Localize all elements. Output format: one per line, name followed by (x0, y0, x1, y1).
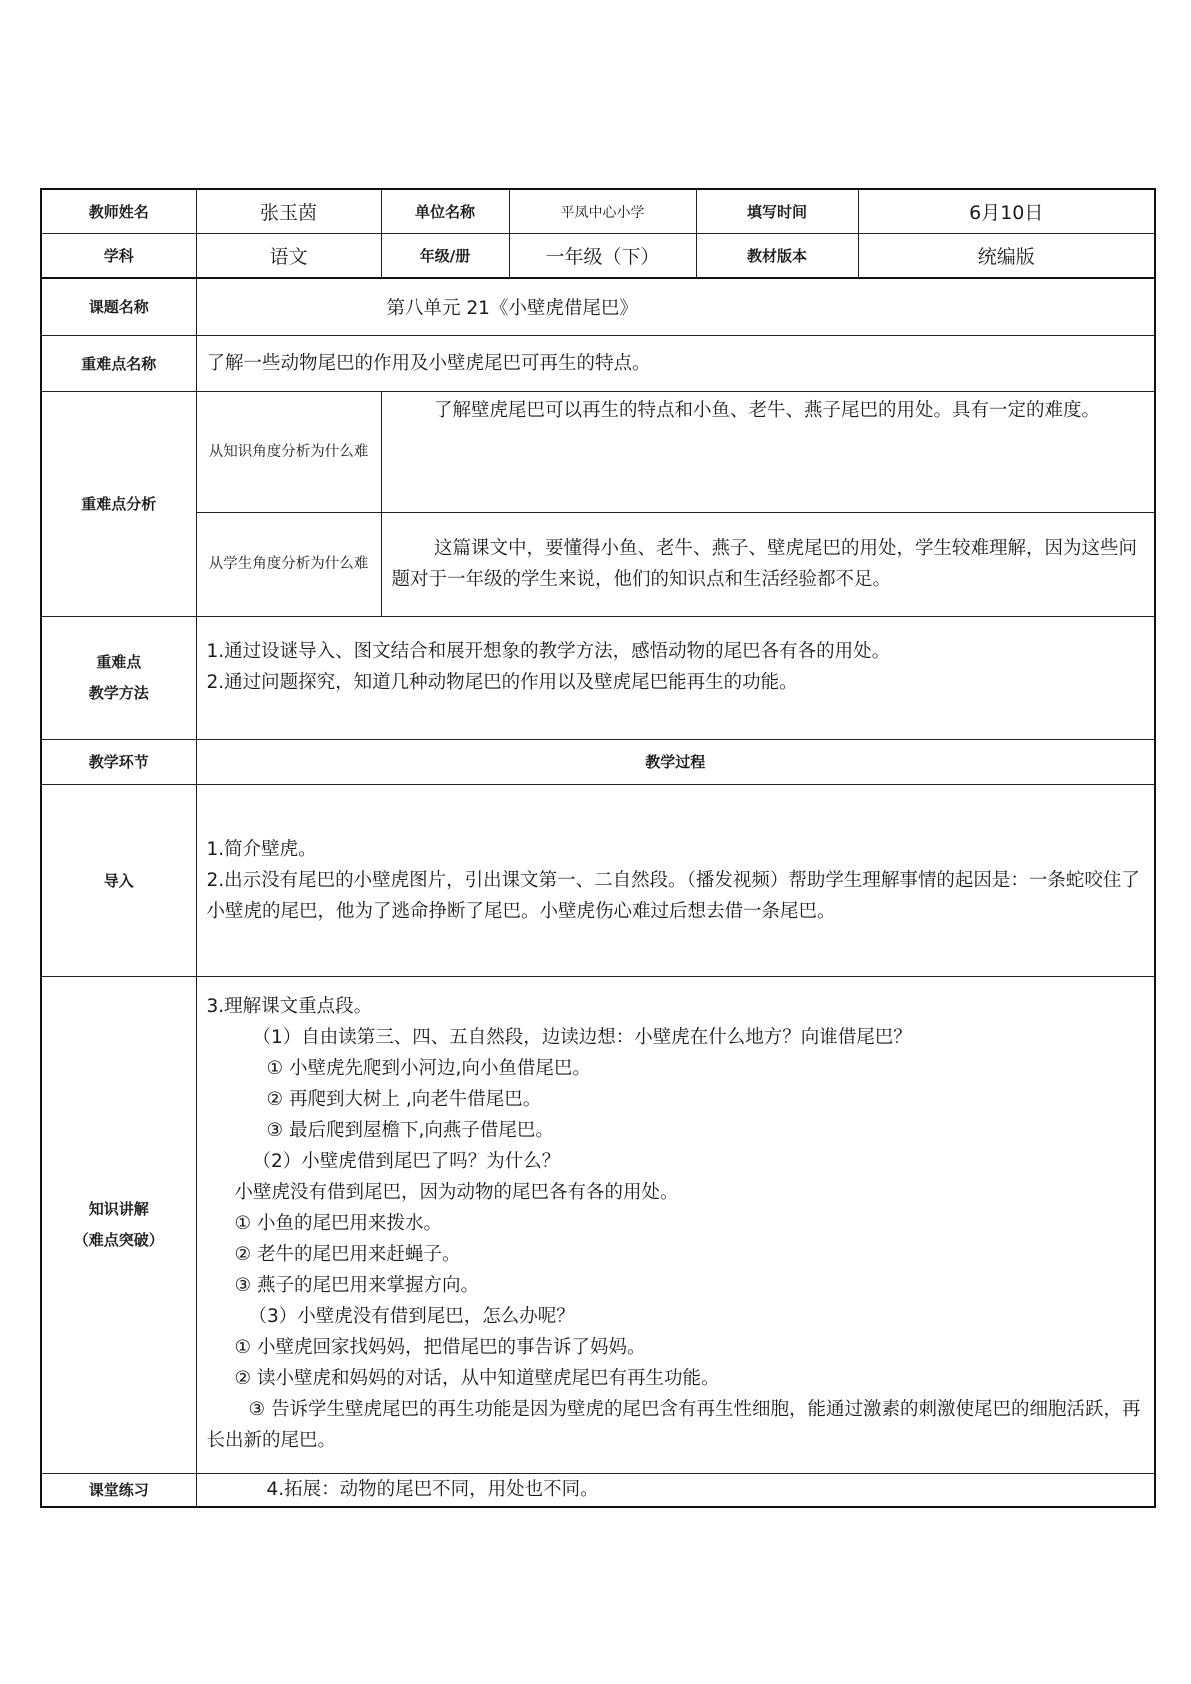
knowledge-line: ③ 告诉学生壁虎尾巴的再生功能是因为壁虎的尾巴含有再生性细胞，能通过激素的刺激使尾巴的细胞活跃，再长出新的尾巴。 (206, 1398, 1141, 1451)
knowledge-line: ② 再爬到大树上 ,向老牛借尾巴。 (266, 1088, 542, 1110)
topic-value: 第八单元 21《小壁虎借尾巴》 (196, 278, 1155, 335)
unit-value: 平凤中心小学 (509, 189, 696, 234)
analysis-row-student (41, 512, 1155, 616)
lesson-plan-table (40, 188, 1156, 1508)
analysis-label: 重难点分析 (41, 391, 196, 616)
edition-label: 教材版本 (696, 234, 858, 279)
knowledge-line: ② 老牛的尾巴用来赶蝇子。 (234, 1243, 461, 1265)
knowledge-value (196, 976, 1155, 1473)
knowledge-label (41, 976, 196, 1473)
practice-label: 课堂练习 (41, 1473, 196, 1507)
knowledge-line: （1）自由读第三、四、五自然段，边读边想：小壁虎在什么地方？向谁借尾巴？ (252, 1026, 912, 1048)
method-line: 2.通过问题探究，知道几种动物尾巴的作用以及壁虎尾巴能再生的功能。 (206, 671, 798, 693)
knowledge-line: （3）小壁虎没有借到尾巴，怎么办呢？ (248, 1305, 575, 1327)
knowledge-label-line-2: （难点突破） (73, 1230, 164, 1249)
knowledge-line: 3.理解课文重点段。 (206, 995, 373, 1017)
unit-label: 单位名称 (381, 189, 509, 234)
intro-row (41, 784, 1155, 976)
method-row (41, 616, 1155, 739)
method-label (41, 616, 196, 739)
topic-row (41, 278, 1155, 335)
header-row-1 (41, 189, 1155, 234)
date-value: 6月10日 (858, 189, 1155, 234)
keypoint-label: 重难点名称 (41, 335, 196, 391)
intro-value (196, 784, 1155, 976)
method-value (196, 616, 1155, 739)
topic-label: 课题名称 (41, 278, 196, 335)
analysis-row-knowledge (41, 391, 1155, 512)
method-line: 1.通过设谜导入、图文结合和展开想象的教学方法，感悟动物的尾巴各有各的用处。 (206, 640, 891, 662)
knowledge-angle-value: 了解壁虎尾巴可以再生的特点和小鱼、老牛、燕子尾巴的用处。具有一定的难度。 (381, 391, 1155, 512)
knowledge-line: ③ 燕子的尾巴用来掌握方向。 (234, 1274, 479, 1296)
student-angle-label: 从学生角度分析为什么难 (196, 512, 381, 616)
process-header-row (41, 739, 1155, 784)
knowledge-angle-label: 从知识角度分析为什么难 (196, 391, 381, 512)
student-angle-value: 这篇课文中，要懂得小鱼、老牛、燕子、壁虎尾巴的用处，学生较难理解，因为这些问题对于一年级的学生来说，他们的知识点和生活经验都不足。 (381, 512, 1155, 616)
knowledge-line: ② 读小壁虎和妈妈的对话，从中知道壁虎尾巴有再生功能。 (234, 1367, 720, 1389)
method-label-line-2: 教学方法 (88, 683, 149, 702)
subject-value: 语文 (196, 234, 381, 279)
keypoint-value: 了解一些动物尾巴的作用及小壁虎尾巴可再生的特点。 (196, 335, 1155, 391)
keypoint-row (41, 335, 1155, 391)
intro-line: 1.简介壁虎。 (206, 838, 317, 860)
knowledge-row (41, 976, 1155, 1473)
knowledge-line: ① 小鱼的尾巴用来拨水。 (234, 1212, 442, 1234)
grade-label: 年级/册 (381, 234, 509, 279)
knowledge-line: 小壁虎没有借到尾巴，因为动物的尾巴各有各的用处。 (234, 1181, 679, 1203)
intro-label: 导入 (41, 784, 196, 976)
knowledge-label-line-1: 知识讲解 (88, 1199, 149, 1218)
lesson-plan-sheet (40, 188, 1154, 1508)
grade-value: 一年级（下） (509, 234, 696, 279)
method-label-line-1: 重难点 (96, 652, 142, 671)
header-row-2 (41, 234, 1155, 279)
knowledge-line: ① 小壁虎回家找妈妈，把借尾巴的事告诉了妈妈。 (234, 1336, 646, 1358)
practice-row (41, 1473, 1155, 1507)
intro-line: 2.出示没有尾巴的小壁虎图片，引出课文第一、二自然段。（播发视频）帮助学生理解事情的起因是：一条蛇咬住了小壁虎的尾巴，他为了逃命挣断了尾巴。小壁虎伤心难过后想去借一条尾巴。 (206, 869, 1140, 922)
knowledge-line: ③ 最后爬到屋檐下,向燕子借尾巴。 (266, 1119, 554, 1141)
teacher-label: 教师姓名 (41, 189, 196, 234)
practice-value: 4.拓展：动物的尾巴不同，用处也不同。 (196, 1473, 1155, 1507)
knowledge-line: ① 小壁虎先爬到小河边,向小鱼借尾巴。 (266, 1057, 591, 1079)
date-label: 填写时间 (696, 189, 858, 234)
subject-label: 学科 (41, 234, 196, 279)
process-label: 教学过程 (196, 739, 1155, 784)
edition-value: 统编版 (858, 234, 1155, 279)
teacher-value: 张玉茵 (196, 189, 381, 234)
stage-label: 教学环节 (41, 739, 196, 784)
knowledge-line: （2）小壁虎借到尾巴了吗？为什么？ (252, 1150, 561, 1172)
